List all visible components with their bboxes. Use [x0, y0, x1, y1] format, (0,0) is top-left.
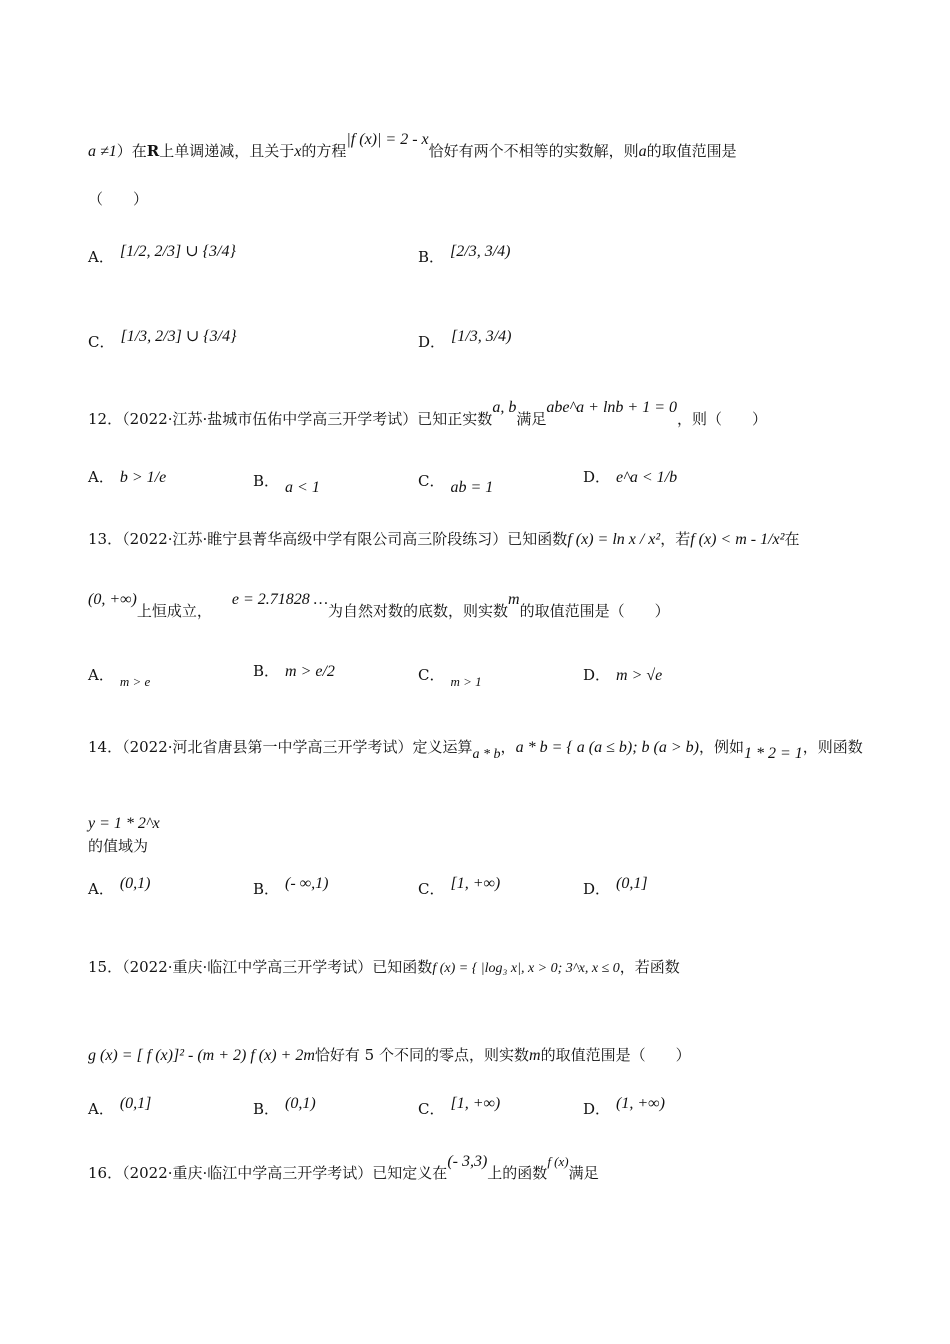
q14-definition: a * b = { a (a ≤ b); b (a > b): [515, 739, 699, 756]
option-label: D．: [418, 333, 446, 351]
q11-R: R: [146, 142, 160, 160]
q13-mid: ，若: [660, 530, 691, 548]
q16-source: （2022·重庆·临江中学高三开学考试）已知定义在: [122, 1164, 448, 1182]
q14-option-a: [88, 872, 151, 898]
q11-line-1: [88, 131, 737, 163]
option-value: ab = 1: [450, 479, 494, 496]
option-value: (0,1]: [119, 1095, 152, 1112]
q13-t1: 上恒成立，: [136, 602, 212, 620]
q16-function: f (x): [547, 1154, 569, 1169]
q13-interval: (0, +∞): [88, 591, 137, 608]
q13-m: m: [508, 591, 520, 608]
option-label: D．: [583, 666, 611, 684]
q12-stem: [88, 399, 768, 431]
q13-stem: [88, 528, 799, 551]
option-label: D．: [583, 1100, 611, 1118]
q16-mid: 上的函数: [487, 1164, 548, 1182]
q13-function: f (x) = ln x / x²: [567, 531, 661, 548]
q15-stem: [88, 956, 680, 980]
option-label: C．: [88, 333, 115, 351]
option-value: (0,1]: [616, 875, 648, 892]
q15-t2: 恰好有 5 个不同的零点，则实数: [314, 1046, 529, 1064]
q11-option-d: [418, 325, 512, 351]
q13-t3: 的取值范围是（ ）: [519, 602, 670, 620]
option-value: m > e/2: [285, 663, 335, 680]
option-value: a < 1: [285, 479, 320, 496]
q13-inequality: f (x) < m - 1/x²: [690, 531, 785, 548]
q12-number: 12．: [88, 410, 123, 428]
option-label: C．: [418, 1100, 445, 1118]
option-value: [1/2, 2/3] ∪ {3/4}: [119, 243, 236, 260]
q15-source: （2022·重庆·临江中学高三开学考试）已知函数: [122, 958, 433, 976]
q15-option-d: [583, 1092, 665, 1118]
option-label: B．: [418, 248, 445, 266]
q13-option-a: [88, 664, 150, 687]
q12-option-a: [88, 466, 166, 489]
q11-text3: 的方程: [301, 142, 347, 160]
q11-text2: 上单调递减，且关于: [159, 142, 295, 160]
q14-example: 1 * 2 = 1: [744, 745, 803, 762]
q13-e: e = 2.71828 …: [231, 591, 328, 608]
option-label: B．: [253, 880, 280, 898]
q16-number: 16．: [88, 1164, 123, 1182]
option-label: A．: [88, 880, 114, 898]
option-value: (1, +∞): [616, 1095, 665, 1112]
q16-stem: [88, 1153, 599, 1185]
q13-option-c: [418, 664, 482, 687]
q14-option-b: [253, 872, 329, 898]
option-label: A．: [88, 1100, 114, 1118]
q15-number: 15．: [88, 958, 123, 976]
q11-prefix-math: a ≠1: [88, 143, 117, 160]
q11-text5: 的取值范围是: [646, 142, 737, 160]
q11-text4: 恰好有两个不相等的实数解，则: [428, 142, 639, 160]
option-label: C．: [418, 472, 445, 490]
q14-y: y = 1 * 2^x: [88, 815, 160, 832]
q12-mid: 满足: [516, 410, 547, 428]
option-value: m > 1: [450, 674, 482, 689]
q14-stem: [88, 736, 863, 760]
q13-stem-2: [88, 591, 670, 623]
option-value: [2/3, 3/4): [450, 243, 511, 260]
option-value: [1/3, 3/4): [451, 328, 512, 345]
option-value: b > 1/e: [119, 469, 167, 486]
q12-source: （2022·江苏·盐城市伍佑中学高三开学考试）已知正实数: [122, 410, 493, 428]
q11-option-c: [88, 325, 237, 351]
q15-m: m: [529, 1047, 541, 1064]
option-label: A．: [88, 666, 114, 684]
option-value: m > e: [119, 674, 151, 689]
q12-option-d: [583, 466, 677, 489]
option-value: [1, +∞): [450, 1095, 501, 1112]
option-value: m > √e: [616, 667, 663, 684]
q14-stem-2: [88, 812, 160, 857]
q16-interval: (- 3,3): [447, 1153, 488, 1170]
q15-t3: 的取值范围是（ ）: [540, 1046, 691, 1064]
q11-equation: |f (x)| = 2 - x: [346, 131, 429, 148]
q13-option-b: [253, 660, 335, 683]
q16-end: 满足: [568, 1164, 599, 1182]
q14-source: （2022·河北省唐县第一中学高三开学考试）定义运算: [122, 738, 473, 756]
option-value: e^a < 1/b: [616, 469, 678, 486]
q13-option-d: [583, 664, 662, 687]
q14-end: ，则函数: [802, 738, 863, 756]
option-value: (0,1): [119, 875, 151, 892]
q13-number: 13．: [88, 530, 123, 548]
q15-stem-2: [88, 1044, 691, 1067]
q14-option-d: [583, 872, 648, 898]
q11-option-a: [88, 240, 236, 266]
q11-option-b: [418, 240, 511, 266]
option-value: [1/3, 2/3] ∪ {3/4}: [120, 328, 237, 345]
q13-source: （2022·江苏·睢宁县菁华高级中学有限公司高三阶段练习）已知函数: [122, 530, 568, 548]
option-value: [1, +∞): [450, 875, 501, 892]
q12-vars: a, b: [492, 399, 517, 416]
q14-op: a * b: [472, 747, 501, 762]
q14-example-text: ，例如: [698, 738, 744, 756]
q14-number: 14．: [88, 738, 123, 756]
q14-comma: ，: [500, 738, 516, 756]
q15-option-a: [88, 1092, 152, 1118]
option-value: (- ∞,1): [285, 875, 329, 892]
q15-g: g (x) = [ f (x)]² - (m + 2) f (x) + 2m: [88, 1047, 315, 1064]
q13-t2: 为自然对数的底数，则实数: [328, 602, 509, 620]
q15-option-b: [253, 1092, 316, 1118]
option-label: A．: [88, 248, 114, 266]
q11-paren: （ ）: [88, 190, 149, 208]
option-label: D．: [583, 880, 611, 898]
option-label: A．: [88, 468, 114, 486]
option-label: B．: [253, 1100, 280, 1118]
q15-end: ，若函数: [619, 958, 680, 976]
q15-option-c: [418, 1092, 501, 1118]
q11-a: a: [638, 143, 647, 160]
q11-x: x: [294, 143, 302, 160]
q12-option-c: [418, 470, 494, 496]
option-label: C．: [418, 666, 445, 684]
q12-equation: abe^a + lnb + 1 = 0: [546, 399, 678, 416]
q12-option-b: [253, 470, 320, 496]
q12-end: ，则（ ）: [677, 410, 768, 428]
option-label: B．: [253, 662, 280, 680]
option-value: (0,1): [285, 1095, 316, 1112]
option-label: D．: [583, 468, 611, 486]
q11-text1: ）在: [116, 142, 147, 160]
option-label: B．: [253, 472, 280, 490]
q13-end: 在: [784, 530, 800, 548]
q15-function: f (x) = { |log₃ x|, x > 0; 3^x, x ≤ 0: [432, 961, 620, 976]
q14-t2: 的值域为: [88, 837, 149, 855]
option-label: C．: [418, 880, 445, 898]
q14-option-c: [418, 872, 501, 898]
